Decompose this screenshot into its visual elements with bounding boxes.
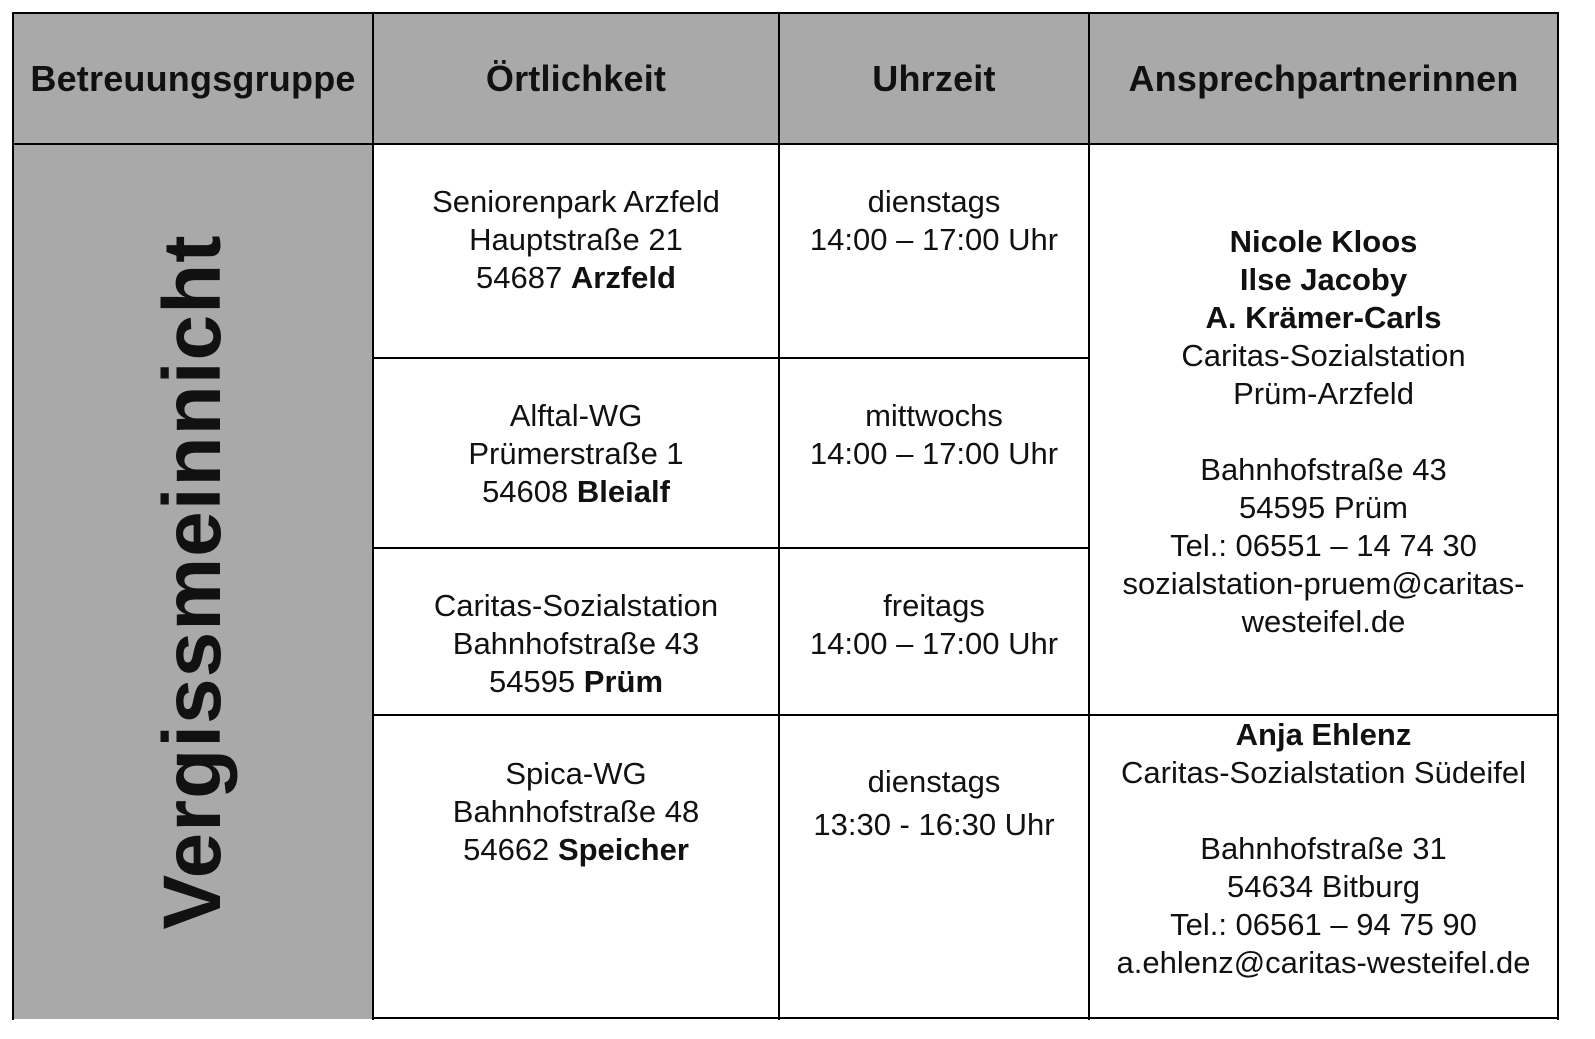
header-contacts bbox=[1089, 13, 1558, 144]
postal-code: 54608 bbox=[482, 474, 569, 509]
postal-code: 54662 bbox=[463, 832, 550, 867]
time-cell bbox=[779, 760, 1089, 846]
contact-name bbox=[1089, 299, 1558, 337]
city-name: Arzfeld bbox=[570, 260, 676, 295]
contact-name-text: Anja Ehlenz bbox=[1235, 717, 1412, 752]
group-name: Vergissmeinnicht bbox=[147, 233, 238, 930]
header-location-label: Örtlichkeit bbox=[485, 57, 667, 99]
contact-name bbox=[1089, 261, 1558, 299]
location-city-line bbox=[373, 831, 779, 869]
contact-email[interactable]: sozialstation-pruem@caritas- bbox=[1122, 566, 1525, 601]
location-street: Hauptstraße 21 bbox=[469, 222, 683, 257]
contact-name-text: A. Krämer-Carls bbox=[1205, 300, 1442, 335]
contact-street: Bahnhofstraße 43 bbox=[1200, 452, 1447, 487]
table-border-top bbox=[13, 12, 1559, 14]
contact-name-text: Ilse Jacoby bbox=[1239, 262, 1408, 297]
column-divider bbox=[778, 12, 780, 1020]
contact-org: Caritas-Sozialstation Südeifel bbox=[1121, 755, 1526, 790]
location-street: Bahnhofstraße 48 bbox=[452, 794, 700, 829]
location-street: Bahnhofstraße 43 bbox=[452, 626, 700, 661]
contact-name-text: Nicole Kloos bbox=[1229, 224, 1418, 259]
contact-name bbox=[1089, 716, 1558, 754]
table-border-left bbox=[12, 12, 14, 1020]
header-time-label: Uhrzeit bbox=[872, 57, 996, 99]
postal-code: 54687 bbox=[476, 260, 563, 295]
hours: 13:30 - 16:30 Uhr bbox=[813, 807, 1055, 842]
contact-email[interactable]: a.ehlenz@caritas-westeifel.de bbox=[1116, 945, 1531, 980]
weekday: freitags bbox=[883, 588, 985, 623]
group-cell bbox=[13, 144, 373, 1019]
location-city-line bbox=[373, 259, 779, 297]
weekday: mittwochs bbox=[865, 398, 1003, 433]
weekday: dienstags bbox=[867, 184, 1001, 219]
location-cell bbox=[373, 397, 779, 511]
location-street: Prümerstraße 1 bbox=[468, 436, 684, 471]
city-name: Prüm bbox=[583, 664, 664, 699]
hours: 14:00 – 17:00 Uhr bbox=[809, 626, 1059, 661]
contact-name bbox=[1089, 223, 1558, 261]
location-city-line bbox=[373, 663, 779, 701]
contact-org: Caritas-Sozialstation bbox=[1181, 338, 1466, 373]
contact-email[interactable]: westeifel.de bbox=[1241, 604, 1406, 639]
column-divider bbox=[372, 12, 374, 1020]
location-name: Alftal-WG bbox=[509, 398, 643, 433]
header-time bbox=[779, 13, 1089, 144]
location-name: Seniorenpark Arzfeld bbox=[432, 184, 720, 219]
row-divider bbox=[373, 714, 1559, 716]
contact-cell bbox=[1089, 223, 1558, 641]
location-cell bbox=[373, 183, 779, 297]
header-location bbox=[373, 13, 779, 144]
row-divider bbox=[373, 357, 1089, 359]
contact-phone: Tel.: 06561 – 94 75 90 bbox=[1170, 907, 1477, 942]
table-border-right bbox=[1557, 12, 1559, 1020]
contact-city: 54595 Prüm bbox=[1239, 490, 1408, 525]
city-name: Bleialf bbox=[576, 474, 670, 509]
row-divider bbox=[373, 547, 1089, 549]
header-divider bbox=[13, 143, 1559, 145]
time-cell bbox=[779, 397, 1089, 473]
header-group-label: Betreuungsgruppe bbox=[30, 57, 356, 99]
location-name: Caritas-Sozialstation bbox=[433, 588, 719, 623]
header-contacts-label: Ansprechpartnerinnen bbox=[1128, 57, 1519, 99]
location-cell bbox=[373, 587, 779, 701]
postal-code: 54595 bbox=[488, 664, 576, 699]
contact-org: Prüm-Arzfeld bbox=[1233, 376, 1414, 411]
contact-street: Bahnhofstraße 31 bbox=[1200, 831, 1447, 866]
contact-city: 54634 Bitburg bbox=[1226, 869, 1421, 904]
header-group bbox=[13, 13, 373, 144]
time-cell bbox=[779, 183, 1089, 259]
location-city-line bbox=[373, 473, 779, 511]
column-divider bbox=[1088, 12, 1090, 1020]
table-border-bottom bbox=[373, 1017, 1559, 1019]
city-name: Speicher bbox=[557, 832, 689, 867]
hours: 14:00 – 17:00 Uhr bbox=[809, 222, 1059, 257]
location-cell bbox=[373, 755, 779, 869]
weekday: dienstags bbox=[867, 764, 1001, 799]
location-name: Spica-WG bbox=[505, 756, 647, 791]
contact-cell bbox=[1089, 716, 1558, 982]
time-cell bbox=[779, 587, 1089, 663]
contact-phone: Tel.: 06551 – 14 74 30 bbox=[1170, 528, 1477, 563]
hours: 14:00 – 17:00 Uhr bbox=[809, 436, 1059, 471]
